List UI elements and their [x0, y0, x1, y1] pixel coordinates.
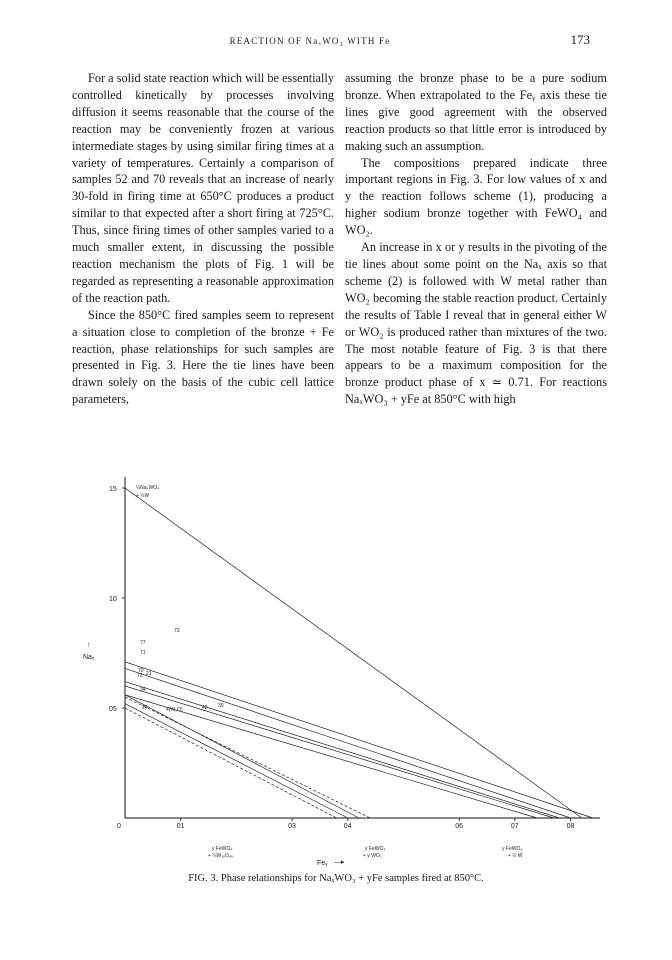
y-axis-arrow: ↑ — [87, 642, 91, 649]
figure-3 — [70, 473, 600, 868]
running-head: REACTION OF NaₓWO₃ WITH Fe — [229, 36, 391, 46]
tie-line-7 — [125, 697, 370, 818]
page-number: 173 — [570, 32, 590, 47]
x-annotation-1b: + ¼W₁₈O₄₉ — [208, 853, 233, 859]
x-tick-label: 01 — [176, 823, 185, 830]
tie-lines — [125, 488, 593, 818]
right-paragraph-2: The compositions prepared indicate three important regions in Fig. 3. For low values of x and y the reaction follows scheme (1), producing a higher sodium bronze together with FeWO₄ and WO₂. — [345, 155, 607, 238]
point-label-42: 42 — [202, 705, 208, 711]
x-tick-label: 03 — [288, 823, 296, 830]
point-label-77: 77 — [140, 640, 146, 646]
y-axis-label: Naₓ — [83, 654, 95, 661]
point-label-71: 71 — [140, 650, 146, 656]
left-paragraph-2: Since the 850°C fired samples seem to represent a situation close to completion of the bronze + Fe reaction, phase relationships for such samples are presented in Fig. 3. Here the tie lines have been drawn solely on the basis of the cubic cell lattice parameters, — [72, 307, 334, 407]
x-axis-label: Feᵧ — [317, 860, 328, 867]
tie-line-5 — [125, 686, 554, 818]
figure-caption: FIG. 3. Phase relationships for NaₓWO₃ + yFe samples fired at 850°C. — [188, 873, 484, 884]
x-annotation-3b: + ½ W — [508, 853, 523, 859]
phase-diagram — [70, 473, 600, 868]
point-label-72: 72 — [137, 673, 143, 679]
x-tick-label: 08 — [566, 823, 575, 830]
x-annotation-2a: y FeWO₄ — [365, 846, 386, 852]
x-annotation-2b: + y WO₂ — [363, 853, 382, 859]
right-column — [345, 70, 607, 408]
point-label-24: 24 — [142, 705, 148, 711]
page-header — [0, 32, 672, 56]
top-label-2: + ½W — [136, 493, 150, 499]
x-tick-label: 0 — [117, 823, 121, 830]
point-label-4: 4(W₂O) — [166, 707, 183, 713]
right-paragraph-3: An increase in x or y results in the pivoting of the tie lines about some point on the Naₓ axis so that scheme (2) is followed with W metal rather than WO₂ becoming the stable reaction product. Certainly the results of Table I reveal that in general either W or WO₂ is produced rather than mixtures of the two. The most notable feature of Fig. 3 is that there appears to be a maximum composition for the bronze product phase of x ≃ 0.71. For reactions NaₓWO₃ + yFe at 850°C with high — [345, 240, 607, 407]
x-tick-label: 07 — [510, 823, 519, 830]
left-paragraph-1: For a solid state reaction which will be essentially controlled kinetically by processes involving diffusion it seems reasonable that the course of the reaction may be conveniently frozen at various intermediate stages by using similar firing times at a variety of temperatures. Certainly a comparison of samples 52 and 70 reveals that an increase of nearly 30-fold in firing time at 650°C produces a product similar to that expected after a short firing at 725°C. Thus, since firing times of other samples varied to a much smaller extent, in discussing the possible reaction mechanism the plots of Fig. 1 will be regarded as representing a reasonable approximation of the reaction path. — [72, 71, 334, 305]
x-axis-arrow: —▸ — [334, 859, 345, 866]
tie-line-4 — [125, 682, 559, 818]
top-label-1: ½Na₂WO₄ — [136, 485, 160, 491]
point-label-73: 73 — [174, 628, 180, 634]
right-paragraph-1: assuming the bronze phase to be a pure sodium bronze. When extrapolated to the Feᵧ axis these tie lines give good agreement with the observed reaction products so that little error is introduced by making such an assumption. — [345, 71, 607, 153]
y-tick-label: 10 — [109, 596, 117, 603]
tie-line-10 — [125, 708, 337, 818]
tie-line-6 — [125, 695, 537, 818]
tie-line-8 — [125, 695, 359, 818]
x-annotation-1a: y FeWO₄ — [212, 846, 233, 852]
left-column — [72, 70, 334, 408]
tie-line-9 — [125, 704, 348, 818]
tie-line-1 — [125, 488, 582, 818]
tie-line-3 — [125, 668, 571, 818]
point-label-30: 30 — [218, 703, 224, 709]
point-label-21: 21 — [146, 671, 152, 677]
x-annotation-3a: y FeWO₄ — [502, 846, 523, 852]
x-tick-label: 06 — [455, 823, 463, 830]
y-tick-label: 05 — [109, 706, 117, 713]
point-label-34: 34 — [140, 687, 146, 693]
chart-labels — [83, 484, 523, 867]
y-tick-label: 15 — [109, 486, 117, 493]
point-label-70: 70 — [138, 668, 144, 674]
x-tick-label: 04 — [343, 823, 352, 830]
